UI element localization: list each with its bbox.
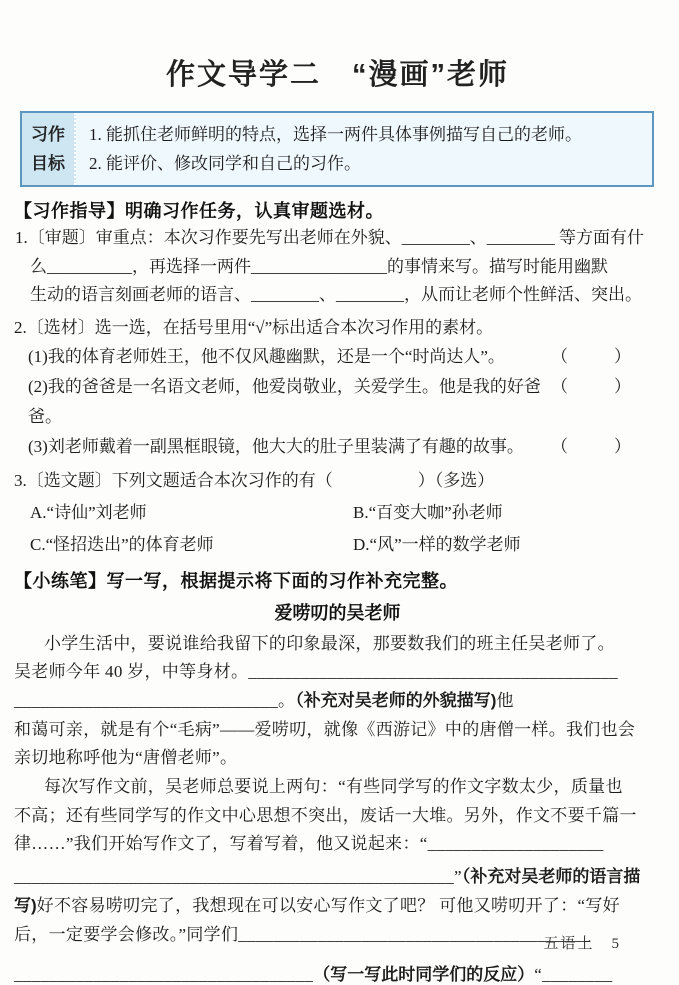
q1-line: 生动的语言刻画老师的语言、________、________，从而让老师个性鲜活、突出。 [30,285,642,304]
essay-line [14,687,661,716]
essay-line [14,961,661,985]
essay-line [14,744,661,773]
essay-annotation: （补充对吴老师的语言描 [461,867,641,887]
essay-segment: “________ [534,965,613,985]
goal-box-label [22,113,76,185]
essay-annotation: 写) [14,895,37,915]
essay-segment: 吴老师今年 40 岁，中等身材。__________________________________________ [14,662,618,682]
page-number: 五语上 5 [543,936,621,952]
q2-option-row [28,342,661,372]
goal-label-line2: 目标 [31,154,65,173]
essay-segment: 后，一定要学会修改。”同学们________________________________________ [14,924,591,944]
essay-segment: 亲切地称呼他为“唐僧老师”。 [14,748,238,768]
q3-choice: B.“百变大咖”孙老师 [353,502,503,522]
q2-lead: 2.〔选材〕选一选，在括号里用“√”标出适合本次习作用的素材。 [14,317,494,337]
essay-line [14,773,661,802]
essay-line [14,892,661,921]
essay-line [14,716,661,745]
essay-segment: 他 [496,690,514,710]
q2-option-text: (3)刘老师戴着一副黑框眼镜，他大大的肚子里装满了有趣的故事。 [28,436,524,456]
goal-item: 1. 能抓住老师鲜明的特点，选择一两件具体事例描写自己的老师。 [89,125,582,144]
essay-segment: __________________________________________________” [14,867,462,887]
guide-heading: 【习作指导】明确习作任务，认真审题选材。 [14,201,384,221]
essay-line [14,863,661,892]
essay-segment: 好不容易唠叨完了，我想现在可以安心写作文了吧？ 可他又唠叨开了：“写好 [36,895,620,915]
practice-heading: 【小练笔】写一写，根据提示将下面的习作补充完整。 [14,570,458,591]
essay-line [14,830,661,859]
q2-option-text: (2)我的爸爸是一名语文老师，他爱岗敬业，关爱学生。他是我的好爸爸。 [28,376,541,426]
goal-item: 2. 能评价、修改同学和自己的习作。 [89,154,361,173]
essay-segment: 不高；还有些同学写的作文中心思想不突出，废话一大堆。另外，作文不要千篇一 [14,805,637,825]
q2-answer-brackets: （ ） [551,376,635,396]
essay-line [14,658,661,687]
essay-segment: 律……”我们开始写作文了，写着写着，他又说起来：“____________________ [14,834,604,854]
q1-line: 1.〔审题〕审重点：本次习作要先写出老师在外貌、________、________ 等方面有什 [15,228,644,247]
essay-segment: __________________________________ [14,965,314,985]
q3-choice: D.“风”一样的数学老师 [353,534,521,554]
q2-answer-brackets: （ ） [551,346,635,366]
q2-answer-brackets: （ ） [551,436,635,456]
essay-segment: 每次写作文前，吴老师总要说上两句：“有些同学写的作文字数太少，质量也 [44,777,623,797]
q3-lead: 3.〔选文题〕下列文题适合本次习作的有（ ）（多选） [14,470,495,490]
goal-label-line1: 习作 [31,125,65,144]
q1-line: 么__________，再选择一两件________________的事情来写。描写时能用幽默 [30,256,608,276]
goal-box [20,111,654,187]
essay-segment: ______________________________。 [14,690,296,710]
essay-segment: 小学生活中，要说谁给我留下的印象最深，那要数我们的班主任吴老师了。 [44,633,615,653]
essay-segment: 和蔼可亲，就是有个“毛病”——爱唠叨，就像《西游记》中的唐僧一样。我们也会 [14,719,636,739]
essay-title: 爱唠叨的吴老师 [274,602,401,623]
essay-line [14,630,661,659]
q3-choices [30,497,661,561]
q2-option-text: (1)我的体育老师姓王，他不仅风趣幽默，还是一个“时尚达人”。 [28,346,505,366]
goal-box-items [76,113,588,185]
page-title: 作文导学二 “漫画”老师 [165,59,509,91]
q2-option-row [28,372,661,432]
q2-option-row [28,432,661,462]
essay-line [14,802,661,831]
q3-choice: A.“诗仙”刘老师 [30,502,147,522]
essay-annotation: （写一写此时同学们的反应） [313,965,535,985]
q3-choice: C.“怪招迭出”的体育老师 [30,534,214,554]
essay-annotation: （补充对吴老师的外貌描写) [295,690,497,710]
